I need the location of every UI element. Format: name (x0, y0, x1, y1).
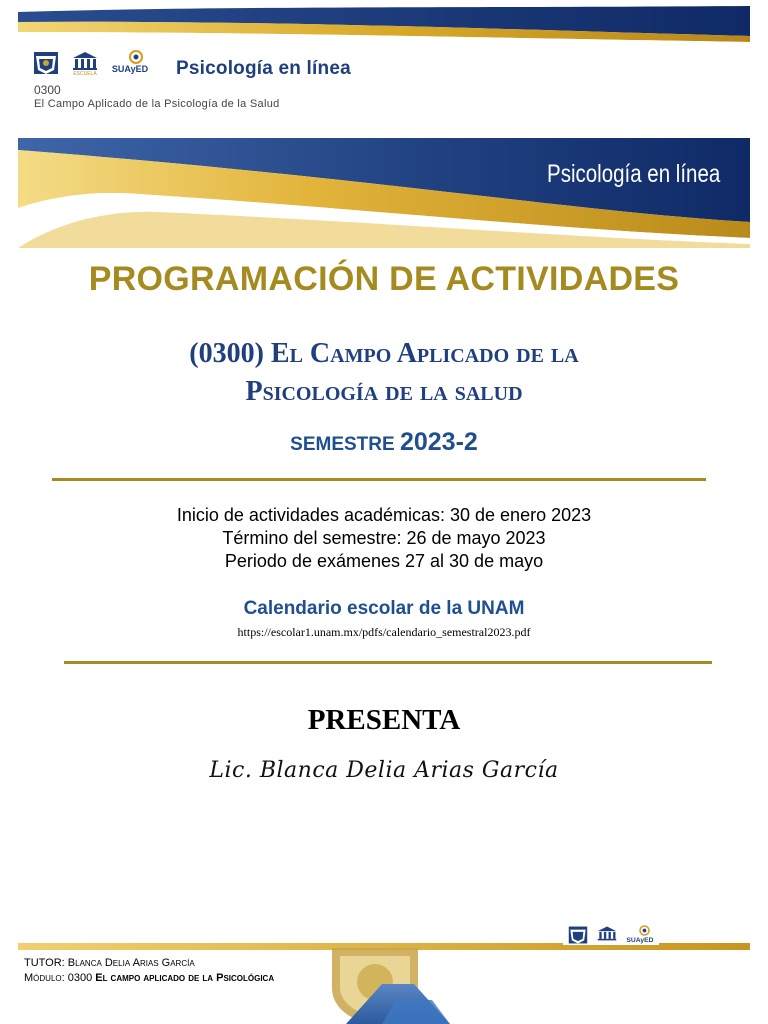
end-date: Término del semestre: 26 de mayo 2023 (222, 528, 546, 548)
suayed-logo-icon (625, 925, 655, 945)
header-course-subject: El Campo Aplicado de la Psicología de la Salud (34, 98, 280, 110)
start-date: Inicio de actividades académicas: 30 de enero 2023 (176, 505, 592, 525)
semester-label: SEMESTRE (290, 434, 400, 455)
escuela-logo-text: ESCUELA (73, 71, 97, 76)
suayed-logo-text: SUAyED (626, 936, 654, 944)
unam-logo-icon (567, 925, 589, 945)
calendar-link[interactable]: https://escolar1.unam.mx/pdfs/calendario_semestral2023.pdf (237, 625, 531, 639)
footer-text (24, 956, 274, 986)
escuela-logo-icon (70, 50, 100, 76)
banner-title: Psicología en línea (546, 160, 720, 188)
header-course-code: 0300 (34, 83, 61, 97)
presenter-name: Lic. Blanca Delia Arias García (209, 758, 559, 783)
banner (18, 138, 750, 248)
unam-seal-icon (322, 944, 452, 1024)
course-title (0, 335, 768, 411)
header-band (18, 6, 750, 42)
calendar-title: Calendario escolar de la UNAM (243, 598, 525, 619)
semester-year: 2023-2 (399, 428, 478, 456)
divider (64, 661, 712, 664)
presenta-heading: PRESENTA (307, 704, 461, 736)
dates-block (0, 504, 768, 573)
footer-tutor-label: TUTOR: (24, 957, 68, 969)
footer-tutor-name: Blanca Delia Arias García (67, 957, 195, 969)
divider (52, 478, 706, 481)
footer-module-label: Módulo: (24, 972, 68, 984)
header-title: Psicología en línea (176, 58, 351, 79)
program-title: PROGRAMACIÓN DE ACTIVIDADES (88, 260, 680, 298)
exam-period: Periodo de exámenes 27 al 30 de mayo (224, 551, 544, 571)
suayed-logo-text: SUAyED (111, 64, 149, 74)
escuela-logo-icon (595, 925, 619, 945)
footer-tutor (24, 956, 274, 971)
suayed-logo-icon (110, 50, 150, 76)
header-logos (32, 50, 150, 76)
semester (0, 428, 768, 457)
footer-module-name: El campo aplicado de la Psicológica (95, 972, 275, 984)
unam-logo-icon (32, 50, 60, 76)
footer-logos (563, 925, 659, 945)
footer-module-code: 0300 (67, 972, 96, 984)
footer-module (24, 971, 274, 986)
course-title-line-2: Psicología de la salud (245, 376, 523, 407)
course-title-line-1: (0300) El Campo Aplicado de la (189, 338, 579, 369)
